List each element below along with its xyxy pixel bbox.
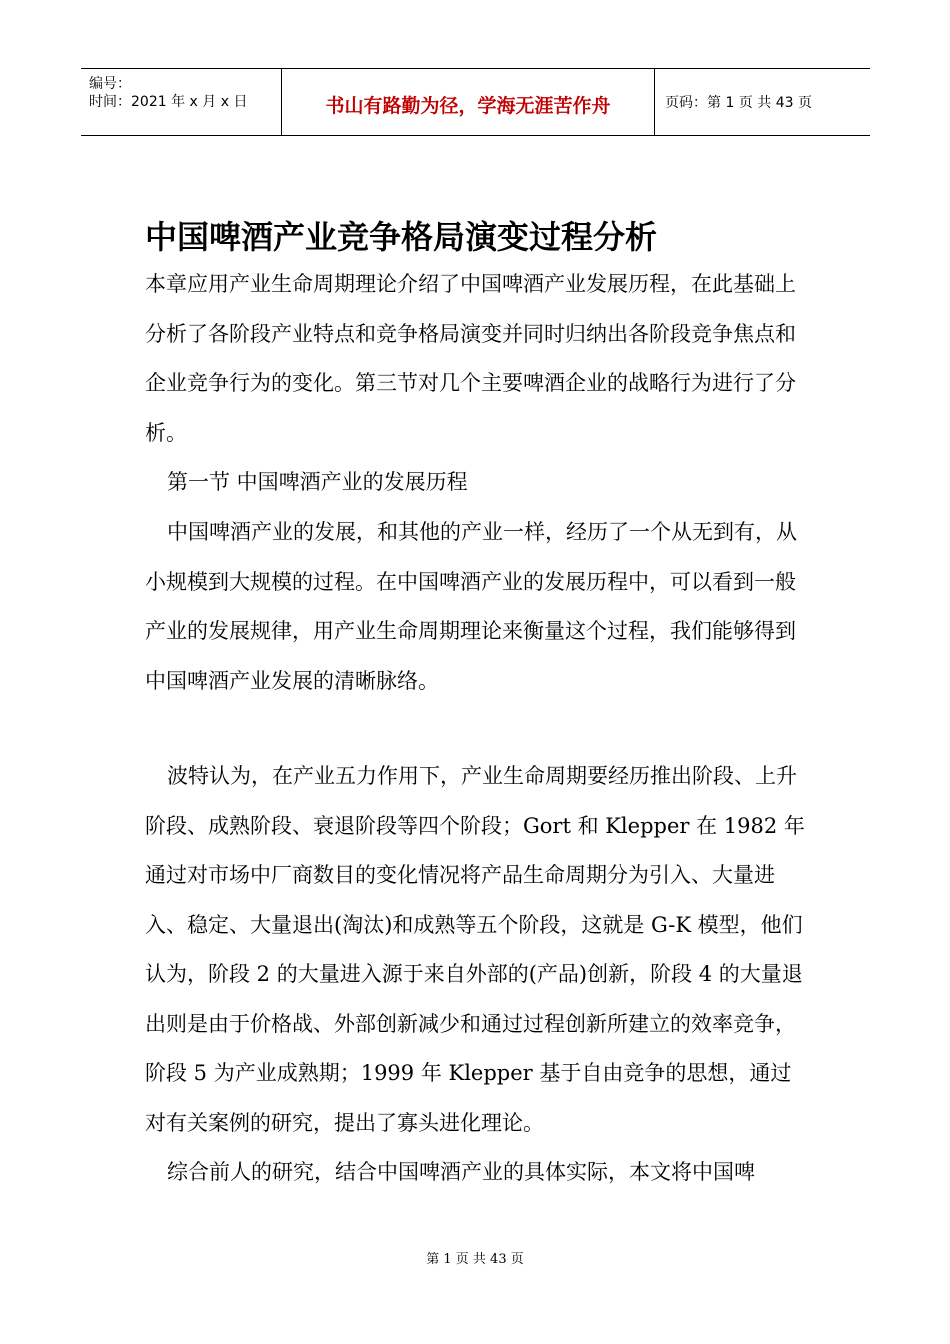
section-heading: 第一节 中国啤酒产业的发展历程 (167, 470, 468, 494)
header-meta-cell (81, 69, 282, 135)
document-title: 中国啤酒产业竞争格局演变过程分析 (145, 218, 658, 256)
header-motto: 书山有路勤为径，学海无涯苦作舟 (325, 94, 611, 117)
body-paragraph: 中国啤酒产业的发展，和其他的产业一样，经历了一个从无到有，从小规模到大规模的过程。在中国啤酒产业的发展历程中，可以看到一般产业的发展规律，用产业生命周期理论来衡量这个过程，我们能够得到中国啤酒产业发展的清晰脉络。 (145, 520, 797, 693)
page-header (81, 68, 870, 136)
intro-paragraph: 本章应用产业生命周期理论介绍了中国啤酒产业发展历程，在此基础上分析了各阶段产业特点和竞争格局演变并同时归纳出各阶段竞争焦点和企业竞争行为的变化。第三节对几个主要啤酒企业的战略行为进行了分析。 (145, 272, 796, 445)
header-page-info: 页码：第 1 页 共 43 页 (665, 95, 812, 111)
body-paragraph: 波特认为，在产业五力作用下，产业生命周期要经历推出阶段、上升阶段、成熟阶段、衰退阶段等四个阶段；Gort 和 Klepper 在 1982 年通过对市场中厂商数目的变化情况将产品生命周期分为引入、大量进入、稳定、大量退出(淘汰)和成熟等五个阶段，这就是 G-K 模型，他们认为，阶段 2 的大量进入源于来自外部的(产品)创新，阶段 4 的大量退出则是由于价格战、外部创新减少和通过过程创新所建立的效率竞争，阶段 5 为产业成熟期；1999 年 Klepper 基于自由竞争的思想，通过对有关案例的研究，提出了寡头进化理论。 (145, 764, 805, 1135)
document-number-label: 编号： (89, 76, 131, 92)
document-time-label: 时间：2021 年 x 月 x 日 (89, 94, 248, 110)
body-paragraph: 综合前人的研究，结合中国啤酒产业的具体实际，本文将中国啤 (167, 1160, 755, 1184)
header-motto-cell (282, 69, 655, 135)
page-footer: 第 1 页 共 43 页 (426, 1252, 524, 1267)
